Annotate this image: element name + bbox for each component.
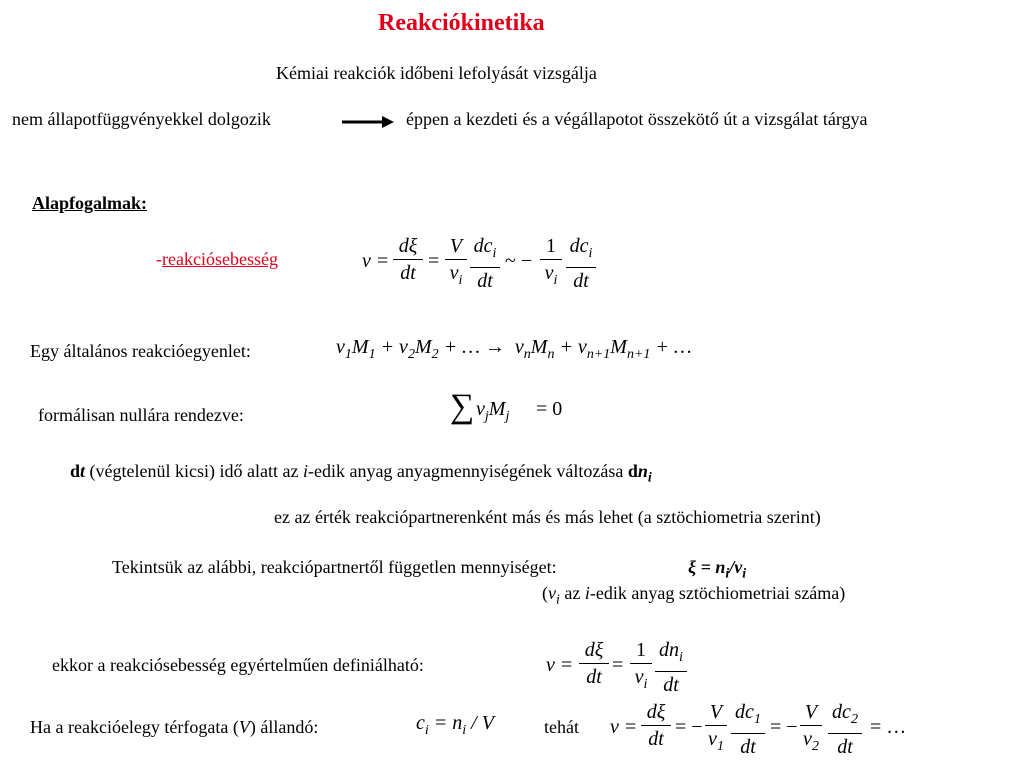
consider-label: Tekintsük az alábbi, reakciópartnertől független mennyiséget: [112, 557, 557, 577]
formal-label: formálisan nullára rendezve: [38, 405, 244, 425]
rate-dash: - [156, 249, 162, 269]
volume-label: Ha a reakcióelegy térfogata (V) állandó: [30, 717, 319, 737]
subtitle: Kémiai reakciók időbeni lefolyását vizsgálja [276, 63, 597, 83]
statement-right: éppen a kezdeti és a végállapotot összekötő út a vizsgálat tárgya [406, 109, 868, 129]
concentration-formula: $c_i = n_i / V$ [416, 712, 494, 738]
section-heading: Alapfogalmak: [32, 193, 148, 213]
rate-term [156, 248, 278, 270]
defined-label: ekkor a reakciósebesség egyértelműen definiálható: [52, 655, 424, 675]
page-title: Reakciókinetika [378, 10, 545, 36]
therefore-label: tehát [544, 717, 579, 737]
right-arrow-icon [340, 113, 396, 129]
general-equation-label: Egy általános reakcióegyenlet: [30, 341, 251, 361]
rate-link[interactable]: reakciósebesség [162, 249, 278, 269]
nu-note: ($\nu_i$ az i-edik anyag sztöchiometriai száma) [542, 583, 846, 608]
statement-left: nem állapotfüggvényekkel dolgozik [12, 109, 271, 129]
dt-sentence: dt (végtelenül kicsi) idő alatt az i-edik anyag anyagmennyiségének változása $dn_i$ [70, 461, 652, 486]
xi-definition: $\xi = n_i/\nu_i$ [688, 557, 747, 582]
partner-note: ez az érték reakciópartnerenként más és más lehet (a sztöchiometria szerint) [274, 507, 821, 527]
general-equation: $\nu_1M_1 + \nu_2M_2$ + … → $\nu_nM_n + \nu_{n+1}M_{n+1}$ + … [336, 336, 692, 362]
